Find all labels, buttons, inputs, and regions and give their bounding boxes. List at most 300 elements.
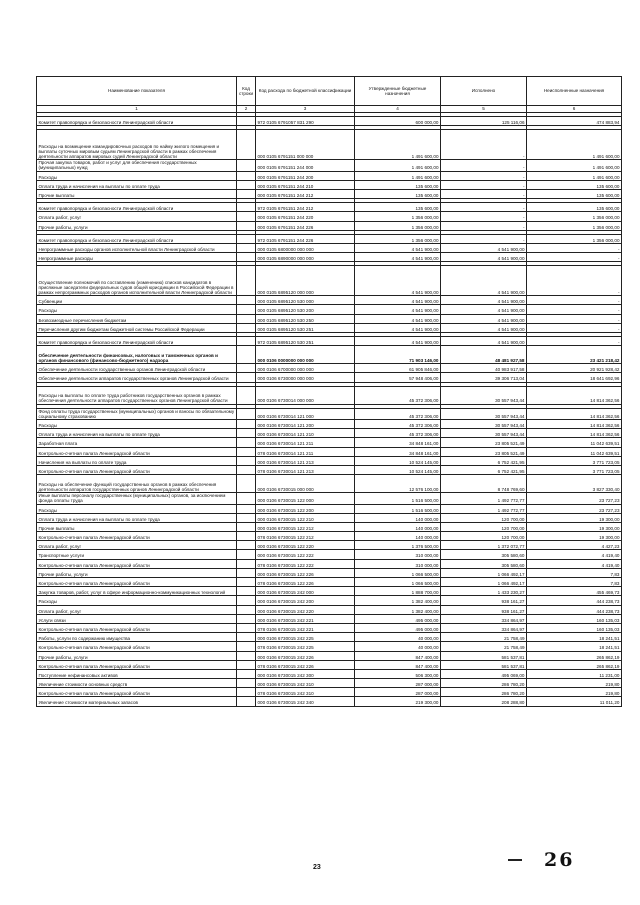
cell-approved: 4 541 900,00 [355,253,441,262]
cell-approved: 495 000,00 [355,623,441,632]
column-number: 3 [256,106,355,113]
cell-line-code [237,323,256,332]
cell-indicator-name: Поступление нефинансовых активов [37,669,237,678]
cell-remaining: 20 921 928,42 [527,364,622,373]
cell-approved: 45 372 306,00 [355,429,441,438]
report-sheet [36,76,621,707]
cell-expense-code: 000 0105 6800000 000 000 [256,243,355,252]
cell-approved: 10 524 145,00 [355,465,441,474]
cell-approved: 4 541 900,00 [355,266,441,296]
cell-expense-code: 000 0106 6730015 242 000 [256,587,355,596]
cell-approved: 506 300,00 [355,669,441,678]
cell-executed: 30 557 943,44 [441,386,527,404]
cell-indicator-name: Контрольно-счетная палата Ленинградской области [37,559,237,568]
cell-remaining: 19 300,00 [527,522,622,531]
table-row [37,171,622,180]
cell-line-code [237,364,256,373]
cell-approved: 57 948 406,00 [355,373,441,382]
cell-approved: 4 541 900,00 [355,314,441,323]
table-row [37,130,622,160]
cell-remaining: 11 011,20 [527,697,622,706]
column-number: 6 [527,106,622,113]
cell-expense-code: 972 0105 6895120 530 251 [256,337,355,346]
cell-expense-code: 000 0106 6700000 000 000 [256,364,355,373]
cell-indicator-name: Прочие выплаты [37,189,237,198]
cell-line-code [237,266,256,296]
cell-line-code [237,559,256,568]
cell-remaining: 7,83 [527,578,622,587]
cell-executed: 495 069,00 [441,669,527,678]
cell-expense-code: 000 0106 6730014 000 000 [256,386,355,404]
handwritten-sheet-number: 26 [544,849,575,871]
cell-line-code [237,212,256,221]
cell-remaining: 474 883,94 [527,117,622,126]
stamp-dash [508,859,522,861]
cell-executed: 1 066 492,17 [441,568,527,577]
cell-line-code [237,679,256,688]
cell-indicator-name: Осуществление полномочий по составлению (изменению) списков кандидатов в присяжные заседатели федеральных судов общей юрисдикции в Российской Федерации в рамках непрограммных расходов органов исполнительной власти Ленинградской области [37,266,237,296]
cell-executed: - [441,221,527,230]
cell-line-code [237,243,256,252]
table-row [37,578,622,587]
cell-remaining: 23 421 218,42 [527,346,622,364]
cell-line-code [237,532,256,541]
table-row [37,386,622,404]
cell-remaining: 7,83 [527,568,622,577]
cell-remaining: 444 238,73 [527,596,622,605]
cell-approved: 135 600,00 [355,203,441,212]
header-executed: Исполнено [441,77,527,106]
cell-approved: 45 372 306,00 [355,408,441,419]
cell-executed: 48 481 927,58 [441,346,527,364]
cell-executed: 1 492 772,77 [441,493,527,504]
cell-approved: 140 000,00 [355,522,441,531]
table-row [37,596,622,605]
cell-remaining: 3 827 330,40 [527,475,622,493]
cell-executed: 286 780,20 [441,688,527,697]
cell-expense-code: 000 0106 6730015 242 226 [256,651,355,660]
cell-remaining: - [527,314,622,323]
cell-remaining: 14 814 362,56 [527,429,622,438]
cell-expense-code: 000 0106 6730015 242 340 [256,697,355,706]
cell-executed: 30 557 943,44 [441,408,527,419]
cell-remaining: 219,80 [527,688,622,697]
cell-approved: 45 372 306,00 [355,420,441,429]
cell-expense-code: 000 0106 6730015 122 000 [256,493,355,504]
table-row [37,522,622,531]
table-row [37,568,622,577]
cell-expense-code: 078 0106 6730015 122 212 [256,532,355,541]
cell-remaining: 14 814 362,56 [527,420,622,429]
cell-line-code [237,596,256,605]
table-row [37,504,622,513]
cell-remaining: 160 135,03 [527,614,622,623]
cell-executed: - [441,180,527,189]
cell-approved: 4 541 900,00 [355,323,441,332]
cell-remaining: 135 600,00 [527,180,622,189]
cell-executed: 1 492 772,77 [441,504,527,513]
column-number-row [37,106,622,113]
cell-executed: 334 864,97 [441,623,527,632]
table-row [37,408,622,419]
cell-indicator-name: Контрольно-счетная палата Ленинградской области [37,623,237,632]
table-row [37,253,622,262]
cell-indicator-name: Безвозмездные перечисления бюджетам [37,314,237,323]
cell-line-code [237,420,256,429]
cell-executed: 4 541 900,00 [441,266,527,296]
cell-remaining: 14 814 362,56 [527,408,622,419]
cell-line-code [237,180,256,189]
table-row [37,373,622,382]
cell-expense-code: 000 0105 6791151 244 210 [256,180,355,189]
cell-remaining: 18 241,51 [527,633,622,642]
cell-expense-code: 000 0105 6890000 000 000 [256,253,355,262]
cell-executed: 208 288,80 [441,697,527,706]
cell-approved: 310 000,00 [355,559,441,568]
cell-indicator-name: Иные выплаты персоналу государственных (муниципальных) органов, за исключением фонда оплаты труда [37,493,237,504]
cell-executed: 21 758,49 [441,633,527,642]
cell-line-code [237,669,256,678]
cell-remaining: 1 356 000,00 [527,221,622,230]
cell-executed: 23 805 521,49 [441,438,527,447]
cell-remaining: 11 231,00 [527,669,622,678]
cell-executed: 4 541 900,00 [441,323,527,332]
table-row [37,221,622,230]
cell-remaining: - [527,243,622,252]
cell-line-code [237,337,256,346]
cell-line-code [237,305,256,314]
cell-indicator-name: Расходы [37,171,237,180]
cell-remaining: 265 862,19 [527,651,622,660]
cell-indicator-name: Обеспечение деятельности государственных органов Ленинградской области [37,364,237,373]
cell-executed: 1 433 230,27 [441,587,527,596]
cell-indicator-name: Непрограммные расходы органов исполнительной власти Ленинградской области [37,243,237,252]
cell-executed: - [441,234,527,243]
table-row [37,346,622,364]
cell-expense-code: 000 0106 6730015 122 222 [256,550,355,559]
cell-expense-code: 000 0105 6791151 244 212 [256,189,355,198]
cell-expense-code: 000 0105 6791151 244 000 [256,160,355,171]
cell-line-code [237,296,256,305]
table-row [37,266,622,296]
cell-line-code [237,578,256,587]
cell-executed: 4 541 900,00 [441,305,527,314]
table-row [37,296,622,305]
cell-indicator-name: Контрольно-счетная палата Ленинградской области [37,447,237,456]
cell-executed: 30 557 943,44 [441,429,527,438]
cell-indicator-name: Обеспечение деятельности финансовых, налоговых и таможенных органов и органов финансового (финансово-бюджетного) надзора [37,346,237,364]
table-row [37,651,622,660]
cell-indicator-name: Комитет правопорядка и безопасности Ленинградской области [37,117,237,126]
cell-executed: 120 700,00 [441,513,527,522]
cell-expense-code: 000 0105 6895120 530 000 [256,296,355,305]
cell-line-code [237,614,256,623]
cell-approved: 1 066 500,00 [355,568,441,577]
cell-executed: 1 066 492,17 [441,578,527,587]
cell-expense-code: 000 0106 6730015 242 300 [256,669,355,678]
cell-approved: 140 000,00 [355,532,441,541]
table-row [37,305,622,314]
cell-remaining: 1 491 600,00 [527,171,622,180]
cell-expense-code: 000 0105 6791151 244 200 [256,171,355,180]
cell-expense-code: 078 0106 6730015 242 226 [256,660,355,669]
cell-line-code [237,253,256,262]
cell-remaining: 23 727,23 [527,504,622,513]
cell-remaining: 18 641 692,96 [527,373,622,382]
column-number: 2 [237,106,256,113]
table-row [37,559,622,568]
cell-approved: 1 356 000,00 [355,221,441,230]
cell-line-code [237,117,256,126]
cell-executed: 334 864,97 [441,614,527,623]
cell-approved: 4 541 900,00 [355,305,441,314]
cell-expense-code: 000 0106 6730015 122 220 [256,541,355,550]
cell-expense-code: 078 0106 6730015 122 222 [256,559,355,568]
cell-executed: 21 758,49 [441,642,527,651]
table-row [37,541,622,550]
cell-indicator-name: Непрограммные расходы [37,253,237,262]
cell-remaining: - [527,337,622,346]
table-row [37,323,622,332]
cell-executed: 8 748 769,60 [441,475,527,493]
cell-approved: 495 000,00 [355,614,441,623]
table-row [37,364,622,373]
cell-executed: - [441,212,527,221]
cell-remaining: 160 135,03 [527,623,622,632]
cell-expense-code: 000 0106 6730014 121 213 [256,456,355,465]
cell-indicator-name: Обеспечение деятельности аппаратов государственных органов Ленинградской области [37,373,237,382]
cell-line-code [237,189,256,198]
cell-indicator-name: Комитет правопорядка и безопасности Ленинградской области [37,337,237,346]
cell-indicator-name: Начисления на выплаты по оплате труда [37,456,237,465]
cell-indicator-name: Увеличение стоимости материальных запасов [37,697,237,706]
cell-expense-code: 000 0106 6730015 122 210 [256,513,355,522]
cell-expense-code: 078 0106 6730014 121 211 [256,447,355,456]
column-number: 1 [37,106,237,113]
table-row [37,587,622,596]
cell-expense-code: 000 0106 6730015 122 200 [256,504,355,513]
cell-indicator-name: Прочие работы, услуги [37,568,237,577]
cell-expense-code: 000 0106 6730014 121 000 [256,408,355,419]
cell-approved: 40 000,00 [355,642,441,651]
header-expense-code: Код расхода по бюджетной классификации [256,77,355,106]
table-row [37,697,622,706]
cell-indicator-name: Работы, услуги по содержанию имущества [37,633,237,642]
cell-line-code [237,688,256,697]
cell-indicator-name: Фонд оплаты труда государственных (муниципальных) органов и взносы по обязательному социальному страхованию [37,408,237,419]
cell-remaining: - [527,253,622,262]
cell-expense-code: 000 0106 6730015 242 220 [256,605,355,614]
cell-expense-code: 000 0106 6730015 122 212 [256,522,355,531]
cell-indicator-name: Контрольно-счетная палата Ленинградской области [37,688,237,697]
cell-line-code [237,541,256,550]
cell-line-code [237,456,256,465]
cell-executed: 1 372 072,77 [441,541,527,550]
cell-indicator-name: Контрольно-счетная палата Ленинградской области [37,660,237,669]
table-row [37,669,622,678]
cell-approved: 71 903 146,00 [355,346,441,364]
table-row [37,212,622,221]
cell-indicator-name: Оплата труда и начисления на выплаты по оплате труда [37,513,237,522]
cell-remaining: 444 238,73 [527,605,622,614]
cell-indicator-name: Оплата работ, услуг [37,212,237,221]
cell-indicator-name: Контрольно-счетная палата Ленинградской области [37,578,237,587]
cell-indicator-name: Транспортные услуги [37,550,237,559]
table-row [37,614,622,623]
cell-expense-code: 078 0106 6730015 242 310 [256,688,355,697]
page-number: 23 [313,864,321,871]
cell-line-code [237,171,256,180]
budget-execution-table [36,76,622,707]
cell-indicator-name: Расходы на выплаты по оплате труда работников государственных органов в рамках обеспечения деятельности аппаратов государственных органов Ленинградской области [37,386,237,404]
table-row [37,180,622,189]
cell-approved: 287 000,00 [355,679,441,688]
cell-executed: 23 805 521,49 [441,447,527,456]
table-row [37,456,622,465]
cell-remaining: - [527,266,622,296]
table-row [37,633,622,642]
cell-indicator-name: Увеличение стоимости основных средств [37,679,237,688]
cell-remaining: 1 491 600,00 [527,130,622,160]
table-row [37,203,622,212]
cell-indicator-name: Расходы [37,305,237,314]
cell-remaining: 135 600,00 [527,189,622,198]
table-body [37,113,622,707]
cell-remaining: - [527,323,622,332]
cell-remaining: 135 600,00 [527,203,622,212]
cell-executed: 4 541 900,00 [441,337,527,346]
cell-indicator-name: Перечисления другим бюджетам бюджетной системы Российской Федерации [37,323,237,332]
cell-approved: 4 541 900,00 [355,337,441,346]
table-row [37,420,622,429]
table-row [37,623,622,632]
cell-expense-code: 078 0106 6730015 122 226 [256,578,355,587]
cell-approved: 1 516 500,00 [355,493,441,504]
cell-expense-code: 000 0106 6730014 121 210 [256,429,355,438]
cell-line-code [237,130,256,160]
cell-executed: 120 700,00 [441,522,527,531]
cell-line-code [237,550,256,559]
cell-expense-code: 972 0105 6791057 831 290 [256,117,355,126]
cell-line-code [237,660,256,669]
cell-expense-code: 000 0106 6730015 122 226 [256,568,355,577]
cell-indicator-name: Прочие работы, услуги [37,221,237,230]
table-row [37,429,622,438]
cell-expense-code: 000 0106 6730015 242 221 [256,614,355,623]
cell-line-code [237,386,256,404]
cell-approved: 310 000,00 [355,550,441,559]
cell-approved: 12 576 100,00 [355,475,441,493]
header-remaining: Неисполненные назначения [527,77,622,106]
cell-indicator-name: Прочие работы, услуги [37,651,237,660]
cell-line-code [237,203,256,212]
cell-indicator-name: Прочие выплаты [37,522,237,531]
table-row [37,447,622,456]
cell-approved: 135 600,00 [355,189,441,198]
cell-remaining: 4 419,40 [527,550,622,559]
cell-line-code [237,522,256,531]
column-number: 5 [441,106,527,113]
cell-indicator-name: Субвенции [37,296,237,305]
cell-executed: 39 306 713,04 [441,373,527,382]
cell-indicator-name: Контрольно-счетная палата Ленинградской области [37,532,237,541]
table-row [37,513,622,522]
cell-line-code [237,642,256,651]
cell-executed: - [441,189,527,198]
cell-approved: 45 372 306,00 [355,386,441,404]
column-number: 4 [355,106,441,113]
table-row [37,605,622,614]
cell-indicator-name: Комитет правопорядка и безопасности Ленинградской области [37,203,237,212]
cell-executed: 938 161,27 [441,605,527,614]
table-row [37,465,622,474]
cell-executed: 125 116,06 [441,117,527,126]
cell-remaining: - [527,305,622,314]
cell-remaining: 19 300,00 [527,513,622,522]
cell-approved: 61 905 846,00 [355,364,441,373]
cell-expense-code: 000 0105 6791151 244 220 [256,212,355,221]
cell-expense-code: 000 0105 6895120 530 200 [256,305,355,314]
cell-executed: 305 580,60 [441,559,527,568]
table-row [37,679,622,688]
cell-expense-code: 000 0105 6895120 530 250 [256,314,355,323]
cell-approved: 1 888 700,00 [355,587,441,596]
cell-approved: 1 356 000,00 [355,234,441,243]
cell-expense-code: 000 0106 6730015 242 200 [256,596,355,605]
cell-executed: 6 752 421,95 [441,465,527,474]
cell-executed: 4 541 900,00 [441,243,527,252]
cell-executed: - [441,171,527,180]
cell-executed: 6 752 421,95 [441,456,527,465]
cell-executed: 4 541 900,00 [441,296,527,305]
cell-remaining: 19 300,00 [527,532,622,541]
table-header-row [37,77,622,106]
cell-indicator-name: Расходы [37,504,237,513]
cell-expense-code: 000 0106 6730015 242 310 [256,679,355,688]
cell-line-code [237,447,256,456]
cell-line-code [237,605,256,614]
cell-remaining: 265 862,19 [527,660,622,669]
cell-approved: 40 000,00 [355,633,441,642]
cell-approved: 1 382 400,00 [355,605,441,614]
cell-executed: - [441,160,527,171]
cell-remaining: 11 042 639,51 [527,438,622,447]
cell-remaining: 455 469,73 [527,587,622,596]
cell-line-code [237,221,256,230]
cell-line-code [237,587,256,596]
cell-executed: 40 983 917,58 [441,364,527,373]
cell-approved: 1 066 500,00 [355,578,441,587]
cell-approved: 1 491 600,00 [355,160,441,171]
cell-line-code [237,465,256,474]
cell-remaining: 4 427,23 [527,541,622,550]
cell-executed: - [441,203,527,212]
cell-remaining: 14 814 362,56 [527,386,622,404]
cell-line-code [237,504,256,513]
cell-line-code [237,568,256,577]
cell-expense-code: 078 0106 6730014 121 213 [256,465,355,474]
cell-executed: 581 537,81 [441,651,527,660]
table-row [37,493,622,504]
cell-expense-code: 078 0106 6730015 242 221 [256,623,355,632]
cell-approved: 34 848 161,00 [355,447,441,456]
cell-executed: 581 537,81 [441,660,527,669]
cell-executed: 305 580,60 [441,550,527,559]
cell-expense-code: 000 0106 6730014 121 211 [256,438,355,447]
cell-remaining: 4 419,40 [527,559,622,568]
cell-remaining: - [527,296,622,305]
cell-executed: 120 700,00 [441,532,527,541]
